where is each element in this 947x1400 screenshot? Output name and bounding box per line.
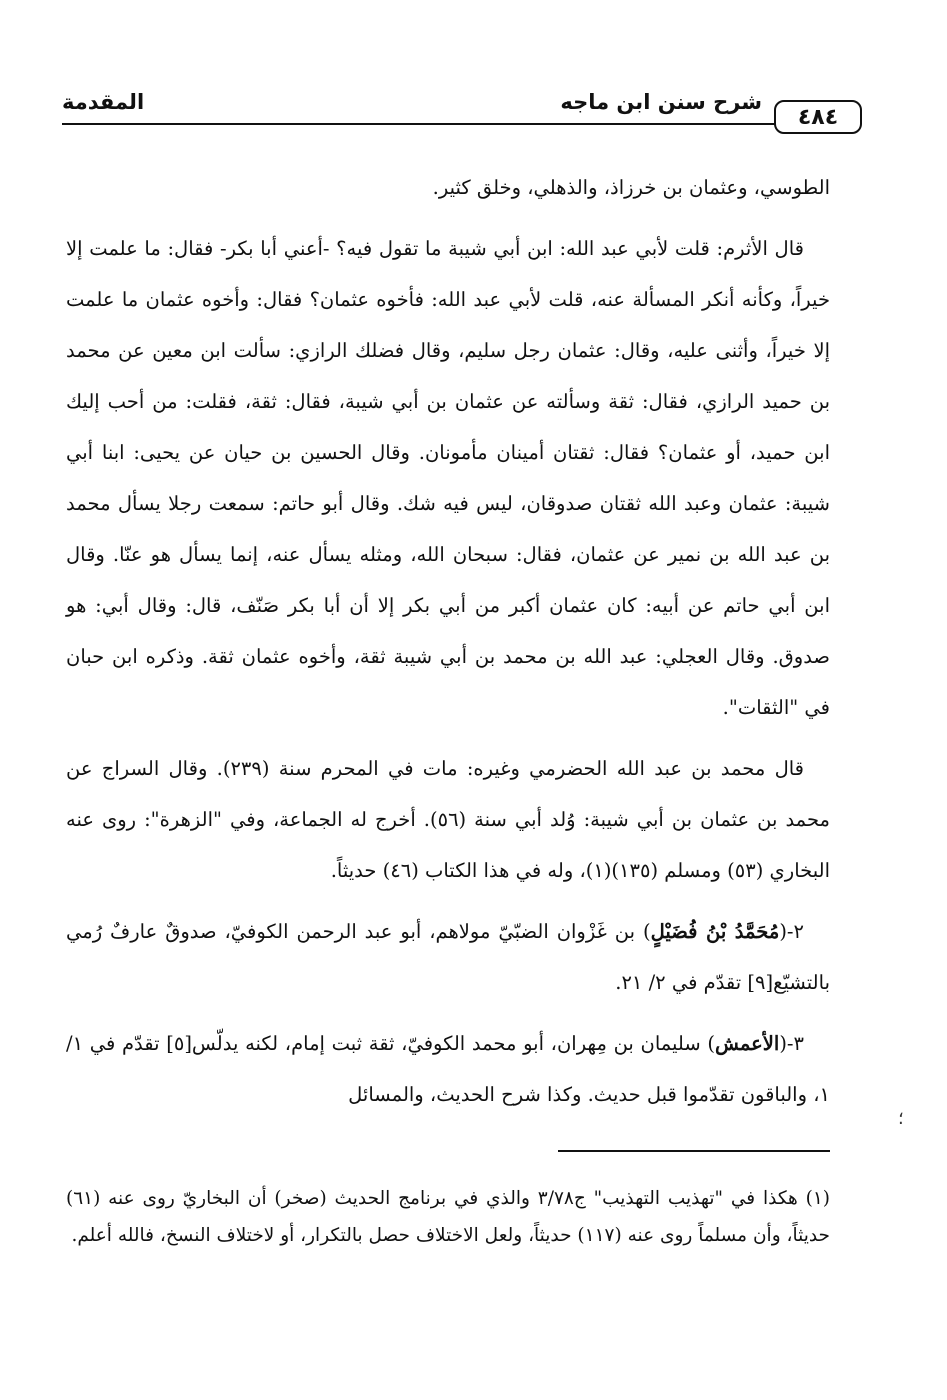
margin-mark: ؛ [898,1108,904,1129]
narrator-2-name: مُحَمَّدُ بْنُ فُضَيْلٍ [650,920,780,943]
page-number: ٤٨٤ [797,104,839,130]
paragraph-3: قال محمد بن عبد الله الحضرمي وغيره: مات في المحرم سنة (٢٣٩). وقال السراج عن محمد بن عثمان بن أبي شيبة: وُلد أبي سنة (٥٦). أخرج له الجماعة، وفي "الزهرة": روى عنه البخاري (٥٣) ومسلم (١٣٥)(١)، وله في هذا الكتاب (٤٦) حديثاً. [66,757,830,882]
paragraph-1: الطوسي، وعثمان بن خرزاذ، والذهلي، وخلق كثير. [432,176,830,199]
narrator-2-entry [66,906,830,1008]
book-title: شرح سنن ابن ماجه [560,90,762,114]
paragraph-2: قال الأثرم: قلت لأبي عبد الله: ابن أبي شيبة ما تقول فيه؟ -أعني أبا بكر- فقال: ما علمت إلا خيراً، وكأنه أنكر المسألة عنه، قلت لأبي عبد الله: فأخوه عثمان؟ فقال: وأخوه عثمان ما علمت إلا خيراً، وأثنى عليه، وقال: عثمان رجل سليم، وقال فضلك الرازي: سألت ابن معين عن محمد بن حميد الرازي، فقال: ثقة وسألته عن عثمان بن أبي شيبة، فقال: ثقة، فقلت: من أحب إليك ابن حميد، أو عثمان؟ فقال: ثقتان أمينان مأمونان. وقال الحسين بن حيان عن يحيى: ابنا أبي شيبة: عثمان وعبد الله ثقتان صدوقان، ليس فيه شك. وقال أبو حاتم: سمعت رجلا يسأل محمد بن عبد الله بن نمير عن عثمان، فقال: سبحان الله، ومثله يسأل عنه، إنما يسأل هو عنّا. وقال ابن أبي حاتم عن أبيه: كان عثمان أكبر من أبي بكر إلا أن أبا بكر صَنّف، قال: وقال أبي: هو صدوق. وقال العجلي: عبد الله بن محمد بن أبي شيبة ثقة، وأخوه عثمان ثقة. وذكره ابن حبان في "الثقات". [66,237,830,719]
narrator-3-text: ) سليمان بن مِهران، أبو محمد الكوفيّ، ثقة ثبت إمام، لكنه يدلّس[٥] تقدّم في ١/ ١، والباقون تقدّموا قبل حديث. وكذا شرح الحديث، والمسائل [66,1032,830,1106]
narrator-2-prefix: ٢-( [779,920,804,943]
footnote-1: (١) هكذا في "تهذيب التهذيب" ج٣/٧٨ والذي في برنامج الحديث (صخر) أن البخاريّ روى عنه (٦١) حديثاً، وأن مسلماً روى عنه (١١٧) حديثاً، ولعل الاختلاف حصل بالتكرار، أو لاختلاف النسخ، فالله أعلم. [66,1188,831,1246]
narrator-3-entry [66,1018,830,1120]
header-rule [62,123,776,125]
narrator-3-name: الأعمش [715,1032,780,1055]
main-text [66,162,830,1120]
page-header [62,78,862,134]
footnote-rule [558,1150,830,1152]
narrator-2-text: ) بن غَزْوان الضبّيّ مولاهم، أبو عبد الرحمن الكوفيّ، صدوقٌ عارفٌ رُمي بالتشيّع[٩] تقدّم في ٢/ ٢١. [66,920,830,994]
footnotes [66,1180,830,1254]
page-number-box [774,100,862,134]
section-title: المقدمة [62,90,145,114]
narrator-3-prefix: ٣-( [779,1032,804,1055]
